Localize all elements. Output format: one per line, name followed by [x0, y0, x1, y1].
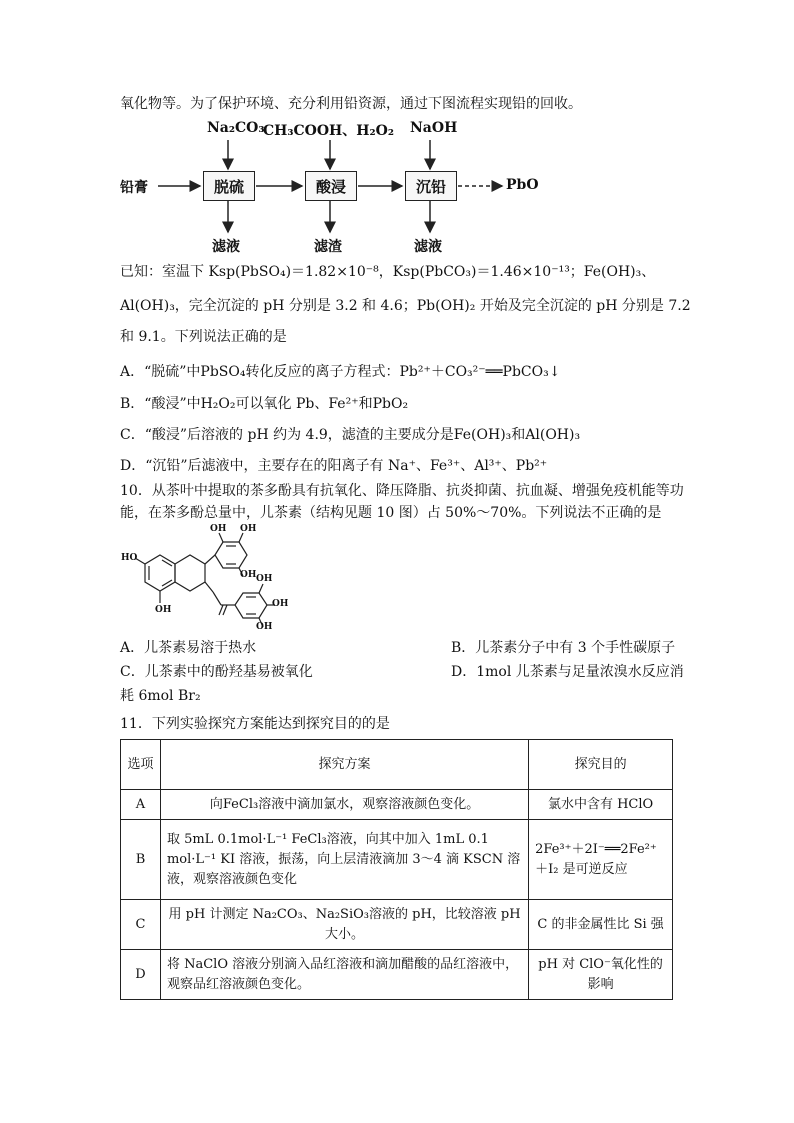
reagent-3: NaOH [410, 120, 458, 136]
header-plan: 探究方案 [160, 740, 528, 790]
q10-option-a: A．儿茶素易溶于热水 [120, 640, 257, 656]
ho-label: HO [121, 553, 138, 563]
q10-stem-2: 能，在茶多酚总量中，儿茶素（结构见题 10 图）占 50%～70%。下列说法不正确的是 [120, 505, 662, 521]
row-option: B [121, 820, 161, 900]
q11-title: 11．下列实验探究方案能达到探究目的的是 [120, 716, 390, 732]
output-2: 滤渣 [314, 239, 342, 255]
q10-option-c: C．儿茶素中的酚羟基易被氧化 [120, 664, 313, 680]
row-goal: pH 对 ClO⁻氧化性的影响 [529, 950, 673, 1000]
q10-option-d-2: 耗 6mol Br₂ [120, 688, 201, 704]
q9-option-d: D．“沉铅”后滤液中，主要存在的阳离子有 Na⁺、Fe³⁺、Al³⁺、Pb²⁺ [120, 458, 548, 474]
q10-option-d-1: D．1mol 儿茶素与足量浓溴水反应消 [451, 664, 684, 680]
oh-label-1: OH [210, 524, 227, 534]
oh-label-3: OH [240, 570, 257, 580]
output-3: 滤液 [414, 239, 442, 255]
row-plan: 取 5mL 0.1mol·L⁻¹ FeCl₃溶液，向其中加入 1mL 0.1 mol·L⁻¹ KI 溶液，振荡，向上层清液滴加 3～4 滴 KSCN 溶液，观察溶液颜色变化 [160, 820, 528, 900]
oh-label-4: OH [155, 605, 172, 615]
q9-option-b: B．“酸浸”中H₂O₂可以氧化 Pb、Fe²⁺和PbO₂ [120, 396, 409, 412]
row-plan: 将 NaClO 溶液分别滴入品红溶液和滴加醋酸的品红溶液中，观察品红溶液颜色变化。 [160, 950, 528, 1000]
row-goal: 2Fe³⁺＋2I⁻══2Fe²⁺＋I₂ 是可逆反应 [529, 820, 673, 900]
row-plan: 用 pH 计测定 Na₂CO₃、Na₂SiO₃溶液的 pH，比较溶液 pH 大小。 [160, 900, 528, 950]
row-goal: C 的非金属性比 Si 强 [529, 900, 673, 950]
reagent-2: CH₃COOH、H₂O₂ [263, 123, 394, 139]
known-line-1: 已知：室温下 Ksp(PbSO₄)＝1.82×10⁻⁸，Ksp(PbCO₃)＝1.46×10⁻¹³；Fe(OH)₃、 [120, 264, 656, 280]
oh-label-5: OH [256, 574, 273, 584]
header-goal: 探究目的 [529, 740, 673, 790]
row-goal: 氯水中含有 HClO [529, 790, 673, 820]
oh-label-7: OH [256, 622, 273, 632]
q11-table [120, 739, 673, 1000]
table-row [121, 790, 673, 820]
header-option: 选项 [121, 740, 161, 790]
known-line-2: Al(OH)₃，完全沉淀的 pH 分别是 3.2 和 4.6；Pb(OH)₂ 开始及完全沉淀的 pH 分别是 7.2 [120, 298, 691, 314]
q10-stem-1: 10．从茶叶中提取的茶多酚具有抗氧化、降压降脂、抗炎抑菌、抗血凝、增强免疫机能等功 [120, 483, 684, 499]
table-row [121, 900, 673, 950]
q9-option-a: A．“脱硫”中PbSO₄转化反应的离子方程式：Pb²⁺＋CO₃²⁻══PbCO₃↓ [120, 364, 561, 380]
row-option: D [121, 950, 161, 1000]
oh-label-2: OH [240, 524, 257, 534]
oh-label-6: OH [272, 599, 289, 609]
step-acid-leach: 酸浸 [305, 171, 357, 201]
intro-text: 氧化物等。为了保护环境、充分利用铅资源，通过下图流程实现铅的回收。 [120, 96, 582, 112]
table-row [121, 950, 673, 1000]
flow-product: PbO [506, 177, 539, 193]
known-line-3: 和 9.1。下列说法正确的是 [120, 329, 287, 345]
q9-option-c: C．“酸浸”后溶液的 pH 约为 4.9，滤渣的主要成分是Fe(OH)₃和Al(OH)₃ [120, 427, 581, 443]
reagent-1: Na₂CO₃ [207, 120, 265, 136]
row-plan: 向FeCl₃溶液中滴加氯水，观察溶液颜色变化。 [160, 790, 528, 820]
row-option: C [121, 900, 161, 950]
q10-option-b: B．儿茶素分子中有 3 个手性碳原子 [451, 640, 676, 656]
step-precipitate-lead: 沉铅 [405, 171, 457, 201]
step-desulfurize: 脱硫 [203, 171, 255, 201]
flow-input: 铅膏 [120, 180, 148, 196]
flow-arrows [0, 0, 794, 270]
output-1: 滤液 [212, 239, 240, 255]
table-header-row [121, 740, 673, 790]
row-option: A [121, 790, 161, 820]
table-row [121, 820, 673, 900]
